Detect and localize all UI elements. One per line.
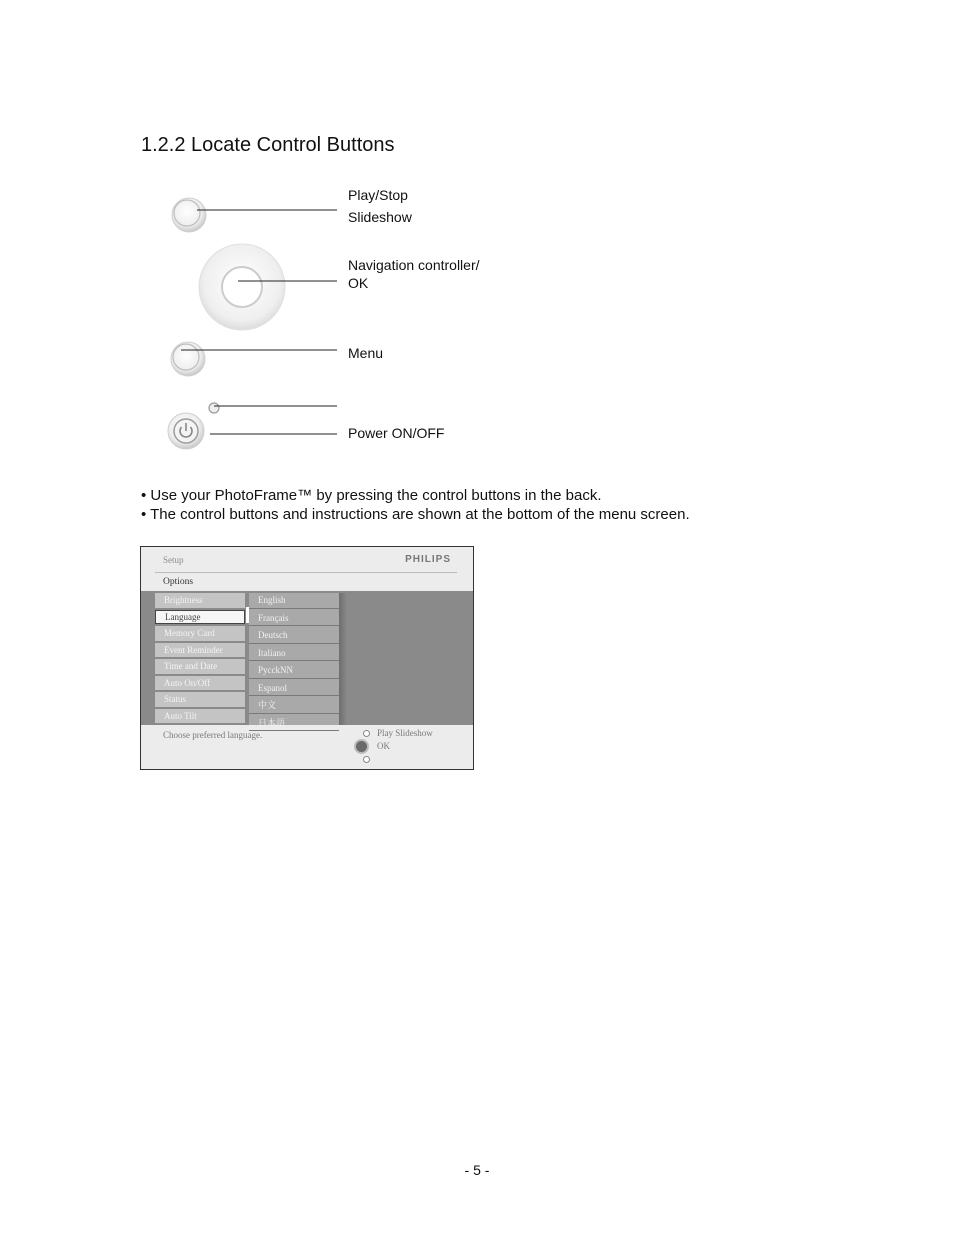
screen-divider bbox=[155, 572, 457, 573]
brand-logo: PHILIPS bbox=[405, 554, 451, 565]
menu-item-brightness[interactable]: Brightness bbox=[155, 593, 245, 608]
language-option[interactable]: Deutsch bbox=[249, 628, 339, 644]
menu-item-event-reminder[interactable]: Event Reminder bbox=[155, 643, 245, 658]
page-number: - 5 - bbox=[464, 1162, 490, 1178]
section-heading: 1.2.2 Locate Control Buttons bbox=[141, 134, 395, 156]
label-power: Power ON/OFF bbox=[348, 425, 445, 441]
menu-item-memory-card[interactable]: Memory Card bbox=[155, 626, 245, 641]
language-option[interactable]: Français bbox=[249, 611, 339, 627]
screen-hint-text: Choose preferred language. bbox=[163, 730, 263, 740]
instruction-item: • Use your PhotoFrame™ by pressing the control buttons in the back. bbox=[141, 487, 602, 504]
play-button-indicator-icon bbox=[363, 730, 370, 737]
settings-menu-list bbox=[155, 593, 245, 725]
label-navigation-controller: Navigation controller/ bbox=[348, 257, 480, 273]
label-ok: OK bbox=[348, 275, 369, 291]
menu-button-indicator-icon bbox=[363, 756, 370, 763]
menu-item-auto-tilt[interactable]: Auto Tilt bbox=[155, 709, 245, 724]
play-slideshow-hint: Play Slideshow bbox=[377, 728, 433, 738]
language-option[interactable]: 中文 bbox=[249, 698, 339, 714]
language-option[interactable]: English bbox=[249, 593, 339, 609]
instruction-list bbox=[141, 486, 690, 524]
menu-button-icon bbox=[171, 342, 205, 376]
label-slideshow: Slideshow bbox=[348, 209, 412, 225]
power-button-icon bbox=[168, 413, 204, 449]
menu-item-language[interactable]: Language bbox=[155, 610, 245, 625]
navigation-controller-icon bbox=[199, 244, 285, 330]
menu-item-status[interactable]: Status bbox=[155, 692, 245, 707]
control-buttons-diagram bbox=[0, 0, 954, 470]
language-option[interactable]: Italiano bbox=[249, 646, 339, 662]
list-shadow bbox=[339, 593, 347, 725]
language-list bbox=[249, 593, 339, 728]
menu-item-auto-on-off[interactable]: Auto On/Off bbox=[155, 676, 245, 691]
screen-section-label: Options bbox=[163, 577, 194, 587]
menu-item-time-and-date[interactable]: Time and Date bbox=[155, 659, 245, 674]
language-option[interactable]: PycckNN bbox=[249, 663, 339, 679]
power-led-icon bbox=[209, 403, 219, 413]
ok-hint: OK bbox=[377, 741, 390, 751]
menu-screen-illustration bbox=[140, 546, 474, 770]
language-option[interactable]: 日本語 bbox=[249, 716, 339, 732]
ok-button-indicator-icon bbox=[354, 739, 369, 754]
language-option[interactable]: Espanol bbox=[249, 681, 339, 697]
play-stop-button-icon bbox=[172, 198, 206, 232]
instruction-item: • The control buttons and instructions are shown at the bottom of the menu screen. bbox=[141, 506, 690, 523]
screen-title: Setup bbox=[163, 555, 184, 565]
label-menu: Menu bbox=[348, 345, 384, 361]
label-play-stop: Play/Stop bbox=[348, 187, 408, 203]
